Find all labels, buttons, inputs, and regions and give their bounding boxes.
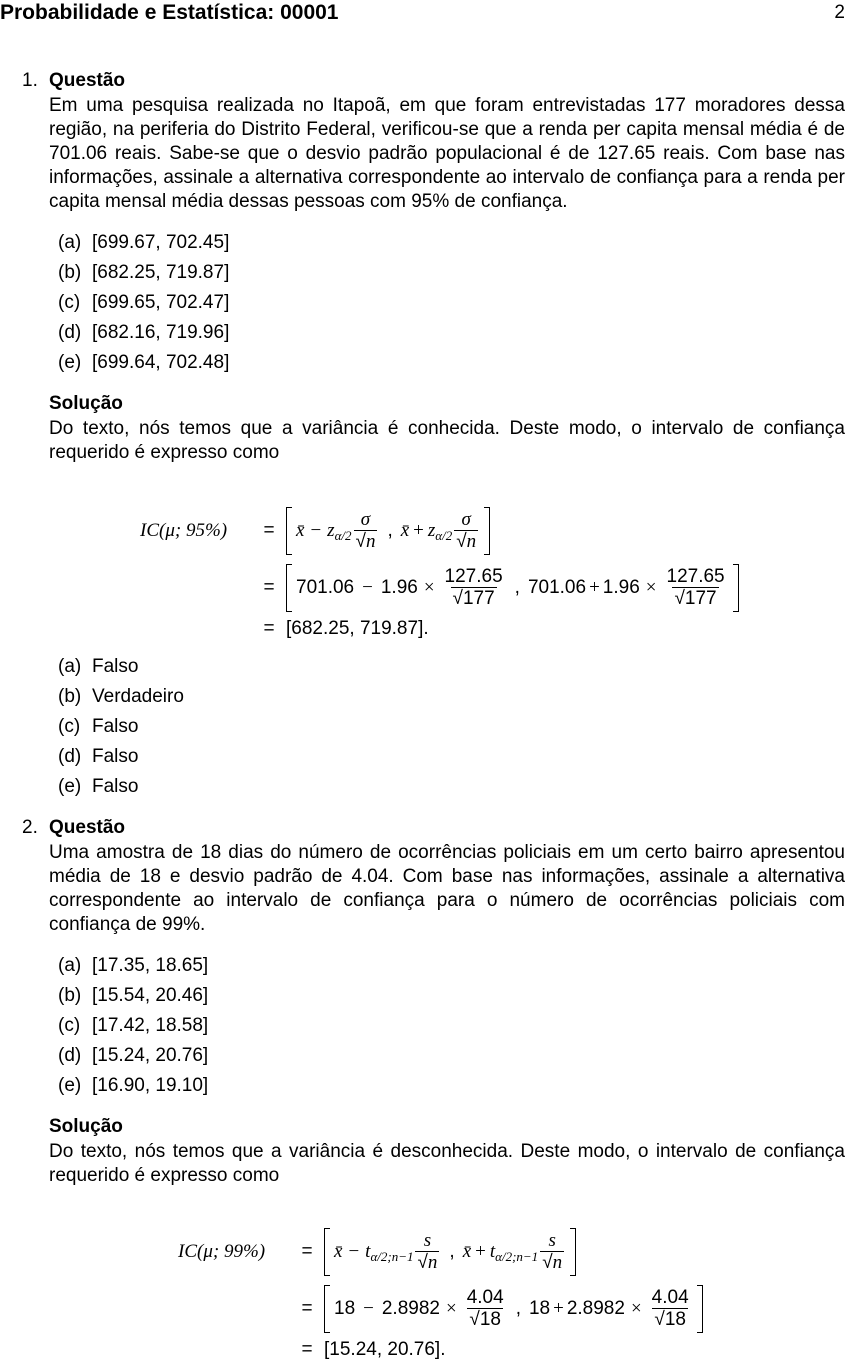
answer-value: Falso — [92, 776, 139, 797]
question-2-number: 2. — [22, 817, 38, 838]
minus-sign: − — [348, 1241, 360, 1262]
option-label: (a) — [58, 955, 82, 976]
z-symbol: z — [327, 520, 335, 541]
comma: , — [514, 577, 520, 598]
numerator: 4.04 — [466, 1286, 504, 1308]
option-b[interactable] — [58, 984, 208, 1008]
numerator: σ — [360, 508, 371, 530]
critical-value: 1.96 — [380, 577, 418, 598]
right-bracket — [570, 1228, 576, 1276]
answer-value: Falso — [92, 656, 139, 677]
option-d[interactable] — [58, 1044, 208, 1068]
solution-1-text: Do texto, nós temos que a variância é conhecida. Deste modo, o intervalo de confiança requerido é expresso como — [49, 418, 845, 463]
question-2-text: Uma amostra de 18 dias do número de ocorrências policiais em um certo bairro apresentou média de 18 e desvio padrão de 4.04. Com base nas informações, assinale a alternativa correspondente ao intervalo de confiança para o número de ocorrências policiais com confiança de 99%. — [49, 842, 845, 935]
option-label: (d) — [58, 322, 82, 343]
equation-lhs: IC(μ; 99%) — [178, 1241, 266, 1262]
mean-value: 18 — [528, 1298, 551, 1319]
denominator: n — [365, 530, 376, 552]
option-e[interactable] — [58, 351, 229, 375]
equals-sign: = — [263, 618, 275, 639]
numerator: s — [548, 1229, 556, 1251]
critical-value: 2.8982 — [381, 1298, 440, 1319]
option-c[interactable] — [58, 291, 229, 315]
solution-2-text: Do texto, nós temos que a variância é desconhecida. Deste modo, o intervalo de confiança requerido é expresso como — [49, 1141, 845, 1186]
numerator: 4.04 — [651, 1286, 689, 1308]
equals-sign: = — [263, 577, 275, 598]
comma: , — [449, 1241, 455, 1262]
comma: , — [515, 1298, 521, 1319]
option-label: (b) — [58, 262, 82, 283]
left-bracket — [324, 1228, 330, 1276]
answer-label: (a) — [58, 656, 82, 677]
minus-sign: − — [362, 577, 373, 598]
option-c[interactable] — [58, 1014, 208, 1038]
denominator: n — [552, 1251, 563, 1273]
option-value: [17.35, 18.65] — [92, 955, 209, 976]
plus-sign: + — [475, 1241, 486, 1262]
question-1-number: 1. — [22, 70, 38, 91]
right-bracket — [484, 507, 490, 555]
option-label: (a) — [58, 232, 82, 253]
plus-sign: + — [589, 577, 600, 598]
mean-value: 701.06 — [527, 577, 587, 598]
option-value: [699.65, 702.47] — [92, 292, 230, 313]
page-number: 2 — [834, 2, 845, 23]
option-a[interactable] — [58, 954, 208, 978]
sqrt-sign: √ — [452, 587, 463, 609]
option-value: [699.67, 702.45] — [92, 232, 230, 253]
minus-sign: − — [363, 1298, 374, 1319]
times-sign: × — [423, 577, 435, 598]
option-value: [15.24, 20.76] — [92, 1045, 209, 1066]
question-2-heading: Questão — [49, 817, 126, 838]
sqrt-sign: √ — [417, 1251, 428, 1273]
left-bracket — [286, 564, 292, 612]
sigma-over-sqrt-n — [454, 510, 478, 553]
mean-value: 18 — [334, 1298, 356, 1319]
times-sign: × — [630, 1298, 642, 1319]
critical-value: 2.8982 — [566, 1298, 625, 1319]
numerator: s — [423, 1229, 432, 1251]
equation-result: [15.24, 20.76]. — [324, 1339, 446, 1360]
answer-label: (e) — [58, 776, 82, 797]
numerator: 127.65 — [444, 565, 503, 587]
sample-mean-symbol: x̄ — [296, 520, 305, 541]
sample-mean-symbol: x̄ — [400, 520, 410, 541]
equals-sign: = — [301, 1241, 313, 1262]
denominator: 18 — [664, 1308, 686, 1330]
denominator: n — [466, 530, 477, 552]
denominator: 177 — [462, 587, 495, 609]
option-value: [17.42, 18.58] — [92, 1015, 209, 1036]
answer-c — [58, 715, 138, 739]
s-over-sqrt-n — [415, 1231, 439, 1274]
t-symbol: t — [365, 1241, 371, 1262]
plus-sign: + — [553, 1298, 564, 1319]
equals-sign: = — [301, 1339, 313, 1360]
mean-value: 701.06 — [296, 577, 355, 598]
answer-d — [58, 745, 138, 769]
question-1-text: Em uma pesquisa realizada no Itapoã, em que foram entrevistadas 177 moradores dessa região, na periferia do Distrito Federal, verificou-se que a renda per capita mensal média é de 701.06 reais. Sabe-se que o desvio padrão populacional é de 127.65 reais. Com base nas informações, assinale a alternativa correspondente ao intervalo de confiança para a renda per capita mensal média dessas pessoas com 95% de confiança. — [49, 95, 845, 212]
minus-sign: − — [310, 520, 322, 541]
sqrt-sign: √ — [542, 1251, 553, 1273]
sample-mean-symbol: x̄ — [462, 1241, 472, 1262]
answer-b — [58, 685, 184, 709]
answer-value: Falso — [92, 716, 139, 737]
answer-label: (c) — [58, 716, 81, 737]
sample-mean-symbol: x̄ — [334, 1241, 343, 1262]
equals-sign: = — [263, 520, 275, 541]
answer-label: (d) — [58, 746, 82, 767]
option-value: [15.54, 20.46] — [92, 985, 209, 1006]
sigma-over-sqrt-n — [354, 510, 378, 553]
denominator: 18 — [479, 1308, 501, 1330]
right-bracket — [697, 1285, 703, 1333]
z-symbol: z — [427, 520, 436, 541]
comma: , — [387, 520, 393, 541]
solution-2-heading: Solução — [49, 1116, 123, 1137]
equation-lhs: IC(μ; 95%) — [140, 520, 228, 541]
times-sign: × — [445, 1298, 457, 1319]
sd-over-sqrt-size — [443, 567, 505, 610]
left-bracket — [286, 507, 292, 555]
option-label: (e) — [58, 1075, 82, 1096]
plus-sign: + — [413, 520, 424, 541]
option-value: [682.16, 719.96] — [92, 322, 230, 343]
t-symbol: t — [489, 1241, 496, 1262]
option-label: (d) — [58, 1045, 82, 1066]
option-e[interactable] — [58, 1074, 208, 1098]
option-b[interactable] — [58, 261, 229, 285]
sd-over-sqrt-size — [665, 567, 727, 610]
answer-value: Verdadeiro — [92, 686, 184, 707]
sqrt-sign: √ — [674, 587, 685, 609]
sqrt-sign: √ — [456, 530, 467, 552]
option-a[interactable] — [58, 231, 229, 255]
answer-value: Falso — [92, 746, 139, 767]
sqrt-sign: √ — [355, 530, 366, 552]
equals-sign: = — [301, 1298, 313, 1319]
right-bracket — [733, 564, 739, 612]
sqrt-sign: √ — [469, 1308, 480, 1330]
t-subscript: α/2;n−1 — [370, 1249, 414, 1264]
option-value: [16.90, 19.10] — [92, 1075, 209, 1096]
answer-label: (b) — [58, 686, 82, 707]
left-bracket — [324, 1285, 330, 1333]
t-subscript: α/2;n−1 — [495, 1249, 539, 1264]
option-value: [699.64, 702.48] — [92, 352, 230, 373]
numerator: 127.65 — [666, 565, 725, 587]
z-subscript: α/2 — [435, 528, 453, 543]
answer-e — [58, 775, 138, 799]
denominator: 177 — [684, 587, 717, 609]
option-value: [682.25, 719.87] — [92, 262, 230, 283]
sd-over-sqrt-size — [650, 1288, 691, 1331]
option-label: (c) — [58, 1015, 81, 1036]
denominator: n — [427, 1251, 438, 1273]
critical-value: 1.96 — [602, 577, 640, 598]
option-d[interactable] — [58, 321, 229, 345]
sd-over-sqrt-size — [465, 1288, 506, 1331]
z-subscript: α/2 — [334, 528, 352, 543]
s-over-sqrt-n — [540, 1231, 564, 1274]
option-label: (b) — [58, 985, 82, 1006]
question-1-heading: Questão — [49, 70, 126, 91]
option-label: (e) — [58, 352, 82, 373]
solution-1-heading: Solução — [49, 393, 123, 414]
option-label: (c) — [58, 292, 81, 313]
times-sign: × — [645, 577, 657, 598]
answer-a — [58, 655, 138, 679]
sqrt-sign: √ — [654, 1308, 665, 1330]
numerator: σ — [461, 508, 471, 530]
equation-result: [682.25, 719.87]. — [286, 618, 429, 639]
page-title: Probabilidade e Estatística: 00001 — [0, 1, 339, 24]
